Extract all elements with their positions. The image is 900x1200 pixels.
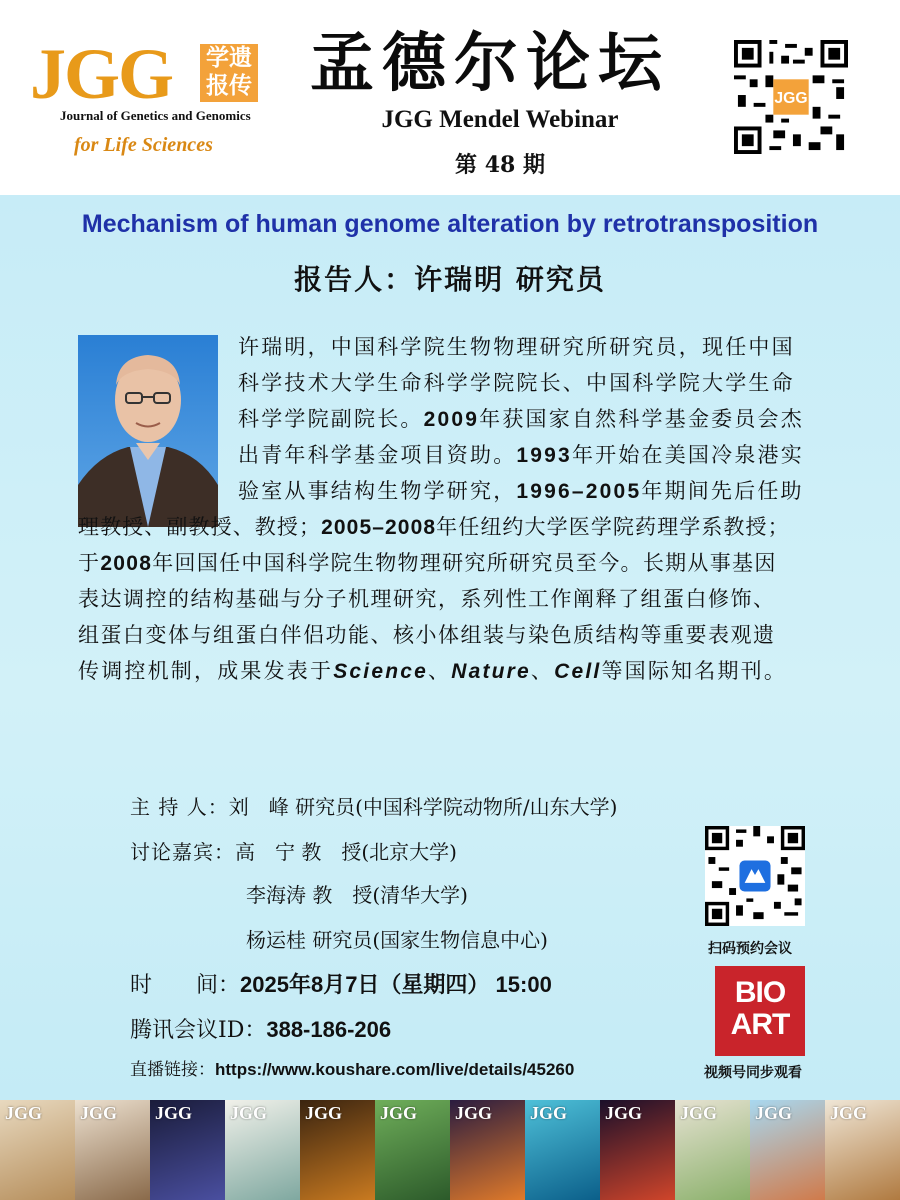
guests-label: 讨论嘉宾： <box>130 840 235 864</box>
time-value: 2025年8月7日（星期四） 15:00 <box>240 972 552 997</box>
live-row <box>130 1055 574 1085</box>
webinar-title-cn: 孟德尔论坛 <box>310 26 670 101</box>
logo-chinese-box <box>200 44 258 102</box>
bioart-line-2: ART <box>730 1008 790 1041</box>
guest-2: 李海涛 教 授(清华大学) <box>246 883 468 907</box>
bio-line-5: 验室从事结构生物学研究，1996–2005年期间先后任助 <box>238 479 804 503</box>
guest-3: 杨运桂 研究员(国家生物信息中心) <box>246 928 548 952</box>
bio-line-10: 传调控机制，成果发表于Science、Nature、Cell等国际知名期刊。 <box>78 659 788 683</box>
journal-cover-1[interactable]: JGG <box>0 1100 76 1200</box>
live-url-link[interactable]: https://www.koushare.com/live/details/45260 <box>215 1060 575 1079</box>
host-row <box>130 792 617 822</box>
bio-line-4: 出青年科学基金项目资助。1993年开始在美国冷泉港实 <box>238 443 804 467</box>
journal-cover-8[interactable]: JGG <box>525 1100 601 1200</box>
jgg-logo <box>30 34 270 168</box>
live-label: 直播链接： <box>130 1060 215 1080</box>
time-row <box>130 970 552 1001</box>
journal-cover-5[interactable]: JGG <box>300 1100 376 1200</box>
journal-cover-12[interactable]: JGG <box>825 1100 900 1200</box>
speaker-photo <box>78 335 218 527</box>
bio-line-6: 理教授、副教授、教授；2005–2008年任纽约大学医学院药理学系教授； <box>78 515 790 539</box>
guest-row-1 <box>130 837 457 867</box>
bioart-caption: 视频号同步观看 <box>704 1065 802 1081</box>
journal-qr-code[interactable] <box>734 40 848 154</box>
bio-line-9: 组蛋白变体与组蛋白伴侣功能、核小体组装与染色质结构等重要表观遗 <box>78 623 776 647</box>
bio-line-2: 科学技术大学生命科学学院院长、中国科学院大学生命 <box>238 371 795 395</box>
journal-cover-3[interactable]: JGG <box>150 1100 226 1200</box>
bio-line-3: 科学学院副院长。2009年获国家自然科学基金委员会杰 <box>238 407 804 431</box>
qr-code-icon <box>734 40 848 154</box>
logo-box-line2: 报传 <box>206 72 252 99</box>
host-value: 刘 峰 研究员(中国科学院动物所/山东大学) <box>228 795 618 819</box>
journal-cover-10[interactable]: JGG <box>675 1100 751 1200</box>
journal-tagline: for Life Sciences <box>74 134 213 156</box>
qr-code-icon <box>705 826 805 926</box>
bio-line-1: 许瑞明，中国科学院生物物理研究所研究员，现任中国 <box>238 335 795 359</box>
journal-full-name: Journal of Genetics and Genomics <box>60 108 251 123</box>
bioart-line-1: BIO <box>734 976 786 1009</box>
meeting-qr-code[interactable] <box>705 826 805 926</box>
meeting-label: 腾讯会议ID： <box>130 1018 267 1043</box>
logo-jgg-text: JGG <box>30 34 173 114</box>
host-label: 主 持 人： <box>130 795 229 819</box>
meeting-row <box>130 1015 391 1046</box>
logo-box-line1: 学遗 <box>206 44 252 71</box>
journal-cover-6[interactable]: JGG <box>375 1100 451 1200</box>
bioart-logo[interactable] <box>715 966 805 1056</box>
journal-cover-2[interactable]: JGG <box>75 1100 151 1200</box>
issue-number: 第 48 期 <box>455 152 545 178</box>
meeting-id: 388-186-206 <box>266 1017 392 1042</box>
webinar-title-en: JGG Mendel Webinar <box>381 106 619 133</box>
bio-line-7: 于2008年回国任中国科学院生物物理研究所研究员至今。长期从事基因 <box>78 551 777 575</box>
talk-title: Mechanism of human genome alteration by retrotransposition <box>81 210 819 238</box>
speaker-line: 报告人：许瑞明 研究员 <box>294 263 606 296</box>
journal-cover-strip <box>0 1100 900 1200</box>
qr-caption: 扫码预约会议 <box>708 941 792 957</box>
journal-cover-11[interactable]: JGG <box>750 1100 826 1200</box>
svg-text:JGG: JGG <box>774 89 808 107</box>
header <box>0 0 900 195</box>
journal-cover-9[interactable]: JGG <box>600 1100 676 1200</box>
journal-cover-7[interactable]: JGG <box>450 1100 526 1200</box>
guest-1: 高 宁 教 授(北京大学) <box>235 840 457 864</box>
bio-line-8: 表达调控的结构基础与分子机理研究，系列性工作阐释了组蛋白修饰、 <box>78 587 776 611</box>
journal-cover-4[interactable]: JGG <box>225 1100 301 1200</box>
time-label: 时 间： <box>130 973 241 998</box>
